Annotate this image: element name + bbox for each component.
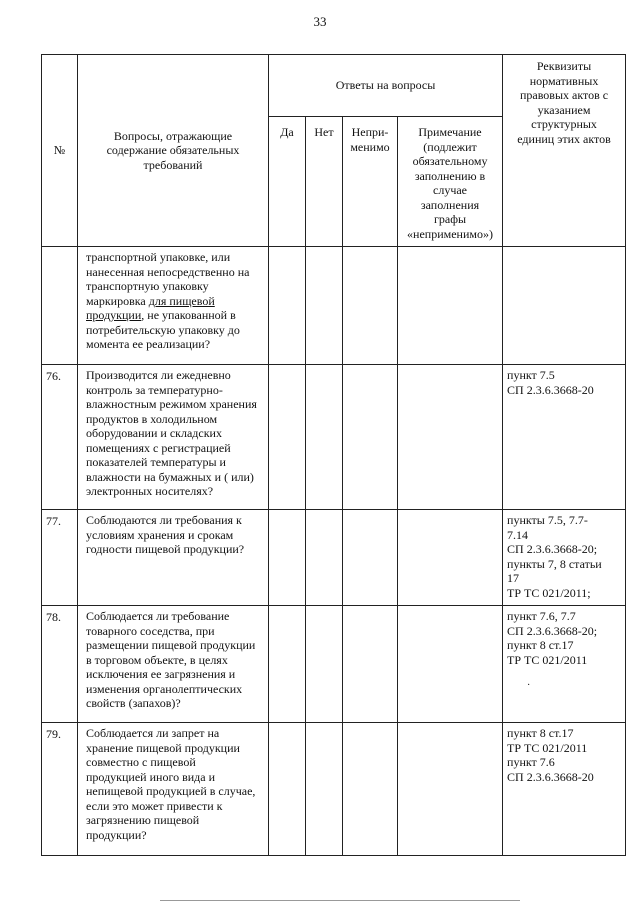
- table-row: [42, 723, 626, 856]
- answer-no-cell[interactable]: [306, 247, 343, 365]
- answer-no-cell[interactable]: [306, 365, 343, 510]
- row-requisites-text: пункт 7.6, 7.7 СП 2.3.6.3668-20; пункт 8 ст.17 ТР ТС 021/2011: [507, 609, 598, 667]
- row-question-text: Соблюдаются ли требования к условиям хранения и срокам годности пищевой продукции?: [86, 513, 245, 556]
- header-note-text: Примечание (подлежит обязательному заполнению в случае заполнения графы «неприменимо»): [407, 125, 493, 241]
- underlined-text: для пищевой продукции: [86, 293, 215, 322]
- answer-na-cell[interactable]: [343, 606, 398, 723]
- answer-yes-cell[interactable]: [269, 365, 306, 510]
- header-question-text: Вопросы, отражающие содержание обязательных требований: [106, 128, 240, 172]
- row-question: [78, 606, 269, 723]
- table-row: [42, 247, 626, 365]
- row-requisites-text: пункты 7.5, 7.7- 7.14 СП 2.3.6.3668-20; пункты 7, 8 статьи 17 ТР ТС 021/2011;: [507, 513, 602, 600]
- header-answers: Ответы на вопросы: [269, 55, 503, 117]
- answer-no-cell[interactable]: [306, 510, 343, 606]
- header-requisites: [503, 55, 626, 247]
- answer-note-cell[interactable]: [398, 510, 503, 606]
- table-row: [42, 510, 626, 606]
- row-requisites: [503, 723, 626, 856]
- stray-mark: ·: [527, 680, 531, 691]
- row-question: [78, 510, 269, 606]
- row-requisites-text: пункт 8 ст.17 ТР ТС 021/2011 пункт 7.6 СП 2.3.6.3668-20: [507, 726, 594, 784]
- page-number: 33: [313, 14, 327, 29]
- row-requisites: [503, 365, 626, 510]
- answer-yes-cell[interactable]: [269, 247, 306, 365]
- header-question: [78, 55, 269, 247]
- row-number: [42, 247, 78, 365]
- row-question-text: Соблюдается ли требование товарного соседства, при размещении пищевой продукции в торговом объекте, в целях исключения ее загрязнения и изменения органолептических свойств (запахов)?: [86, 609, 256, 710]
- row-question-text: Производится ли ежедневно контроль за температурно- влажностным режимом хранения продуктов в холодильном оборудовании и складских помещениях с регистрацией показателей температуры и влажности на бумажных и ( или) электронных носителях?: [86, 368, 257, 498]
- header-number: №: [42, 55, 78, 247]
- row-number: 77.: [42, 510, 78, 606]
- answer-note-cell[interactable]: [398, 723, 503, 856]
- header-no: Нет: [306, 117, 343, 247]
- answer-yes-cell[interactable]: [269, 510, 306, 606]
- header-requisites-text: Реквизиты нормативных правовых актов с указанием структурных единиц этих актов: [517, 59, 611, 146]
- header-yes: Да: [269, 117, 306, 247]
- row-question-text: [86, 250, 262, 352]
- header-row-top: [42, 55, 626, 117]
- answer-note-cell[interactable]: [398, 247, 503, 365]
- question-text-part: транспортной упаковке, или нанесенная непосредственно на транспортную упаковку маркировка: [86, 250, 250, 308]
- header-note: [398, 117, 503, 247]
- answer-na-cell[interactable]: [343, 365, 398, 510]
- bottom-rule: [160, 900, 520, 901]
- row-question: [78, 365, 269, 510]
- row-question: [78, 247, 269, 365]
- row-requisites-text: пункт 7.5 СП 2.3.6.3668-20: [507, 368, 594, 397]
- row-number: 76.: [42, 365, 78, 510]
- table-row: [42, 365, 626, 510]
- answer-no-cell[interactable]: [306, 606, 343, 723]
- answer-na-cell[interactable]: [343, 247, 398, 365]
- row-requisites: [503, 247, 626, 365]
- row-requisites: [503, 606, 626, 723]
- answer-na-cell[interactable]: [343, 510, 398, 606]
- row-requisites: [503, 510, 626, 606]
- answer-yes-cell[interactable]: [269, 723, 306, 856]
- row-number: 79.: [42, 723, 78, 856]
- row-question-text: Соблюдается ли запрет на хранение пищевой продукции совместно с пищевой продукцией иного вида и непищевой продукцией в случае, если это может привести к загрязнению пищевой продукции?: [86, 726, 256, 842]
- row-question: [78, 723, 269, 856]
- checklist-table: [41, 54, 626, 856]
- header-not-applicable: [343, 117, 398, 247]
- row-number: 78.: [42, 606, 78, 723]
- answer-yes-cell[interactable]: [269, 606, 306, 723]
- table-row: [42, 606, 626, 723]
- answer-note-cell[interactable]: [398, 365, 503, 510]
- question-text-part: , не упакованной в потребительскую упаковку до момента ее реализации?: [86, 308, 240, 351]
- answer-na-cell[interactable]: [343, 723, 398, 856]
- answer-note-cell[interactable]: [398, 606, 503, 723]
- header-not-applicable-text: Непри- менимо: [350, 125, 390, 154]
- answer-no-cell[interactable]: [306, 723, 343, 856]
